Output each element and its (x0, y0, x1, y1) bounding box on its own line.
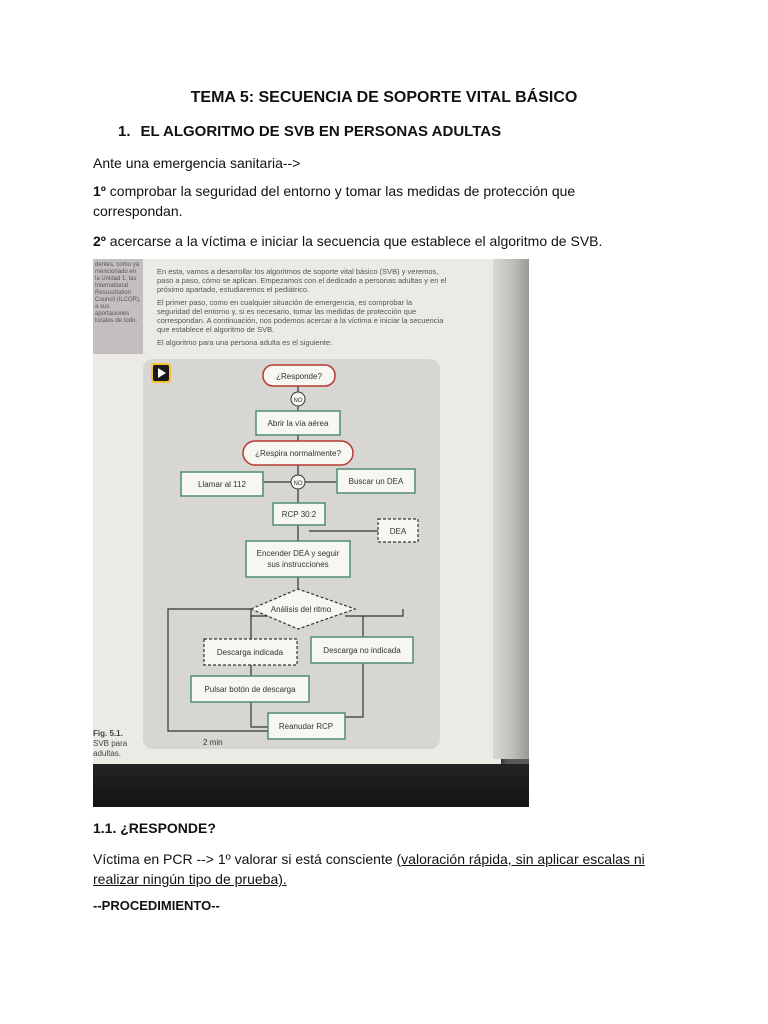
pcr-paragraph (93, 849, 653, 889)
procedimiento-label: --PROCEDIMIENTO-- (93, 898, 220, 913)
book-sidebar-note: dentes, como ya mencionado en la Unidad 1, las International Resuscitation Council (ILCOR), a sus aportaciones locales de todo. (93, 259, 143, 354)
step-1-text: comprobar la seguridad del entorno y tomar las medidas de protección que correspondan. (93, 183, 576, 219)
descarga-no-indicada-label: Descarga no indicada (323, 646, 401, 655)
responde-label: ¿Responde? (276, 372, 322, 381)
section-1-1-heading: 1.1. ¿RESPONDE? (93, 820, 216, 836)
book-page-edge (493, 259, 529, 759)
book-paragraph-2: El primer paso, como en cualquier situación de emergencia, es comprobar la seguridad del entorno y, si es necesario, tomar las medidas de protección que correspondan. A continuación, nos podemos acercar a la víctima e iniciar la secuencia que establece el algoritmo de SVB. (157, 298, 444, 334)
section-1-title: EL ALGORITMO DE SVB EN PERSONAS ADULTAS (140, 123, 502, 140)
dea-label: DEA (389, 527, 407, 536)
encender-dea-label-2: sus instrucciones (267, 560, 329, 569)
two-min-label: 2 min (203, 738, 223, 747)
page-title: TEMA 5: SECUENCIA DE SOPORTE VITAL BÁSICO (190, 89, 578, 106)
step-2-text: acercarse a la víctima e iniciar la secuencia que establece el algoritmo de SVB. (105, 233, 603, 249)
svb-flowchart (93, 259, 501, 764)
step-1-label: 1º (93, 183, 106, 199)
encender-dea-node (246, 541, 350, 577)
no-label-1: NO (293, 398, 303, 404)
pcr-underlined-text: (valoración rápida, sin aplicar escalas ni realizar ningún tipo de prueba). (93, 851, 645, 887)
reanudar-rcp-label: Reanudar RCP (278, 722, 334, 731)
figure-caption-line-1: SVB para (93, 739, 128, 748)
figure-caption (93, 729, 127, 759)
respira-label: ¿Respira normalmente? (255, 449, 341, 458)
analisis-ritmo-label: Análisis del ritmo (270, 605, 332, 614)
descarga-indicada-label: Descarga indicada (216, 648, 284, 657)
step-1-paragraph (93, 181, 653, 221)
figure-label: Fig. 5.1. (93, 729, 123, 738)
abrir-via-label: Abrir la vía aérea (267, 419, 329, 428)
no-label-2: NO (293, 481, 303, 487)
rcp-label: RCP 30:2 (281, 510, 317, 519)
pulsar-boton-label: Pulsar botón de descarga (204, 685, 296, 694)
textbook-photo (93, 259, 529, 807)
book-page (93, 259, 501, 764)
step-2-paragraph (93, 231, 713, 251)
buscar-dea-label: Buscar un DEA (348, 477, 404, 486)
llamar-112-label: Llamar al 112 (198, 480, 246, 489)
encender-dea-label-1: Encender DEA y seguir (256, 549, 340, 558)
book-paragraph-1: En esta, vamos a desarrollar los algoritmos de soporte vital básico (SVB) y veremos, paso a paso, cómo se aplican. Empezamos con el dedicado a personas adultas y en el próximo apartado, estudiaremos el pediátrico. (157, 267, 447, 294)
pcr-text: Víctima en PCR --> 1º valorar si está consciente (93, 851, 397, 867)
figure-caption-line-2: adultas. (93, 749, 122, 758)
desk-surface (93, 764, 529, 807)
section-1-heading (118, 123, 501, 140)
intro-text: Ante una emergencia sanitaria--> (93, 155, 301, 171)
step-2-label: 2º (93, 233, 106, 249)
book-paragraph-3: El algoritmo para una persona adulta es el siguiente: (157, 338, 333, 347)
section-1-number: 1. (118, 123, 131, 140)
